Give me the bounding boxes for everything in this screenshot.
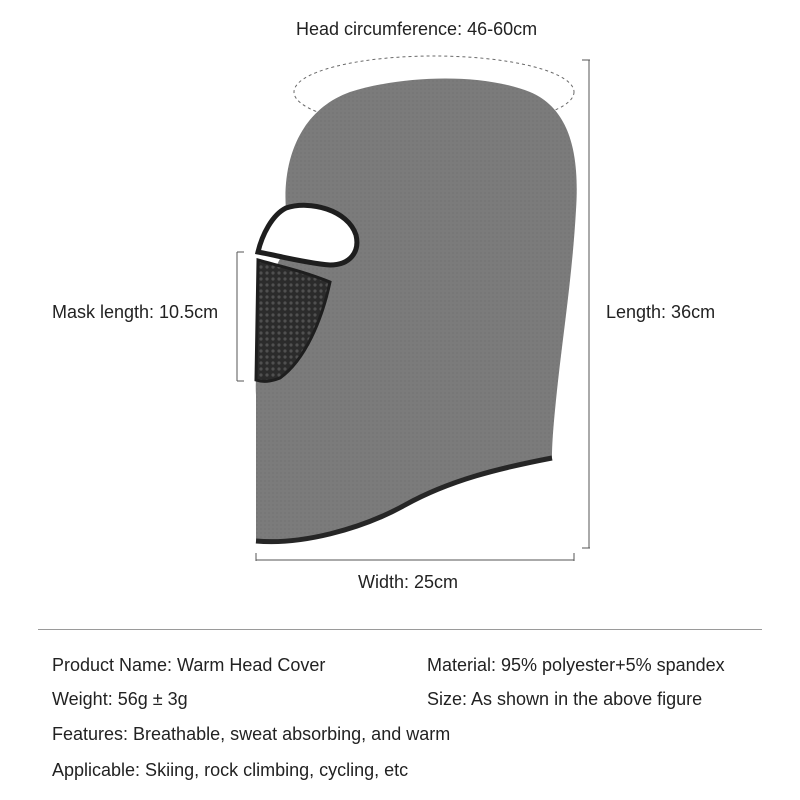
- mask-length-label: Mask length: 10.5cm: [52, 302, 219, 322]
- spec-material: Material: 95% polyester+5% spandex: [427, 655, 725, 675]
- head-circumference-label: Head circumference: 46-60cm: [296, 19, 538, 39]
- spec-product-name: Product Name: Warm Head Cover: [52, 655, 326, 675]
- spec-applicable: Applicable: Skiing, rock climbing, cycling, etc: [52, 760, 409, 780]
- spec-weight: Weight: 56g ± 3g: [52, 689, 188, 709]
- width-label: Width: 25cm: [358, 572, 459, 592]
- spec-size: Size: As shown in the above figure: [427, 689, 703, 709]
- divider: [38, 629, 762, 630]
- spec-features: Features: Breathable, sweat absorbing, and warm: [52, 724, 451, 744]
- length-label: Length: 36cm: [606, 302, 716, 322]
- eye-opening: [258, 205, 357, 265]
